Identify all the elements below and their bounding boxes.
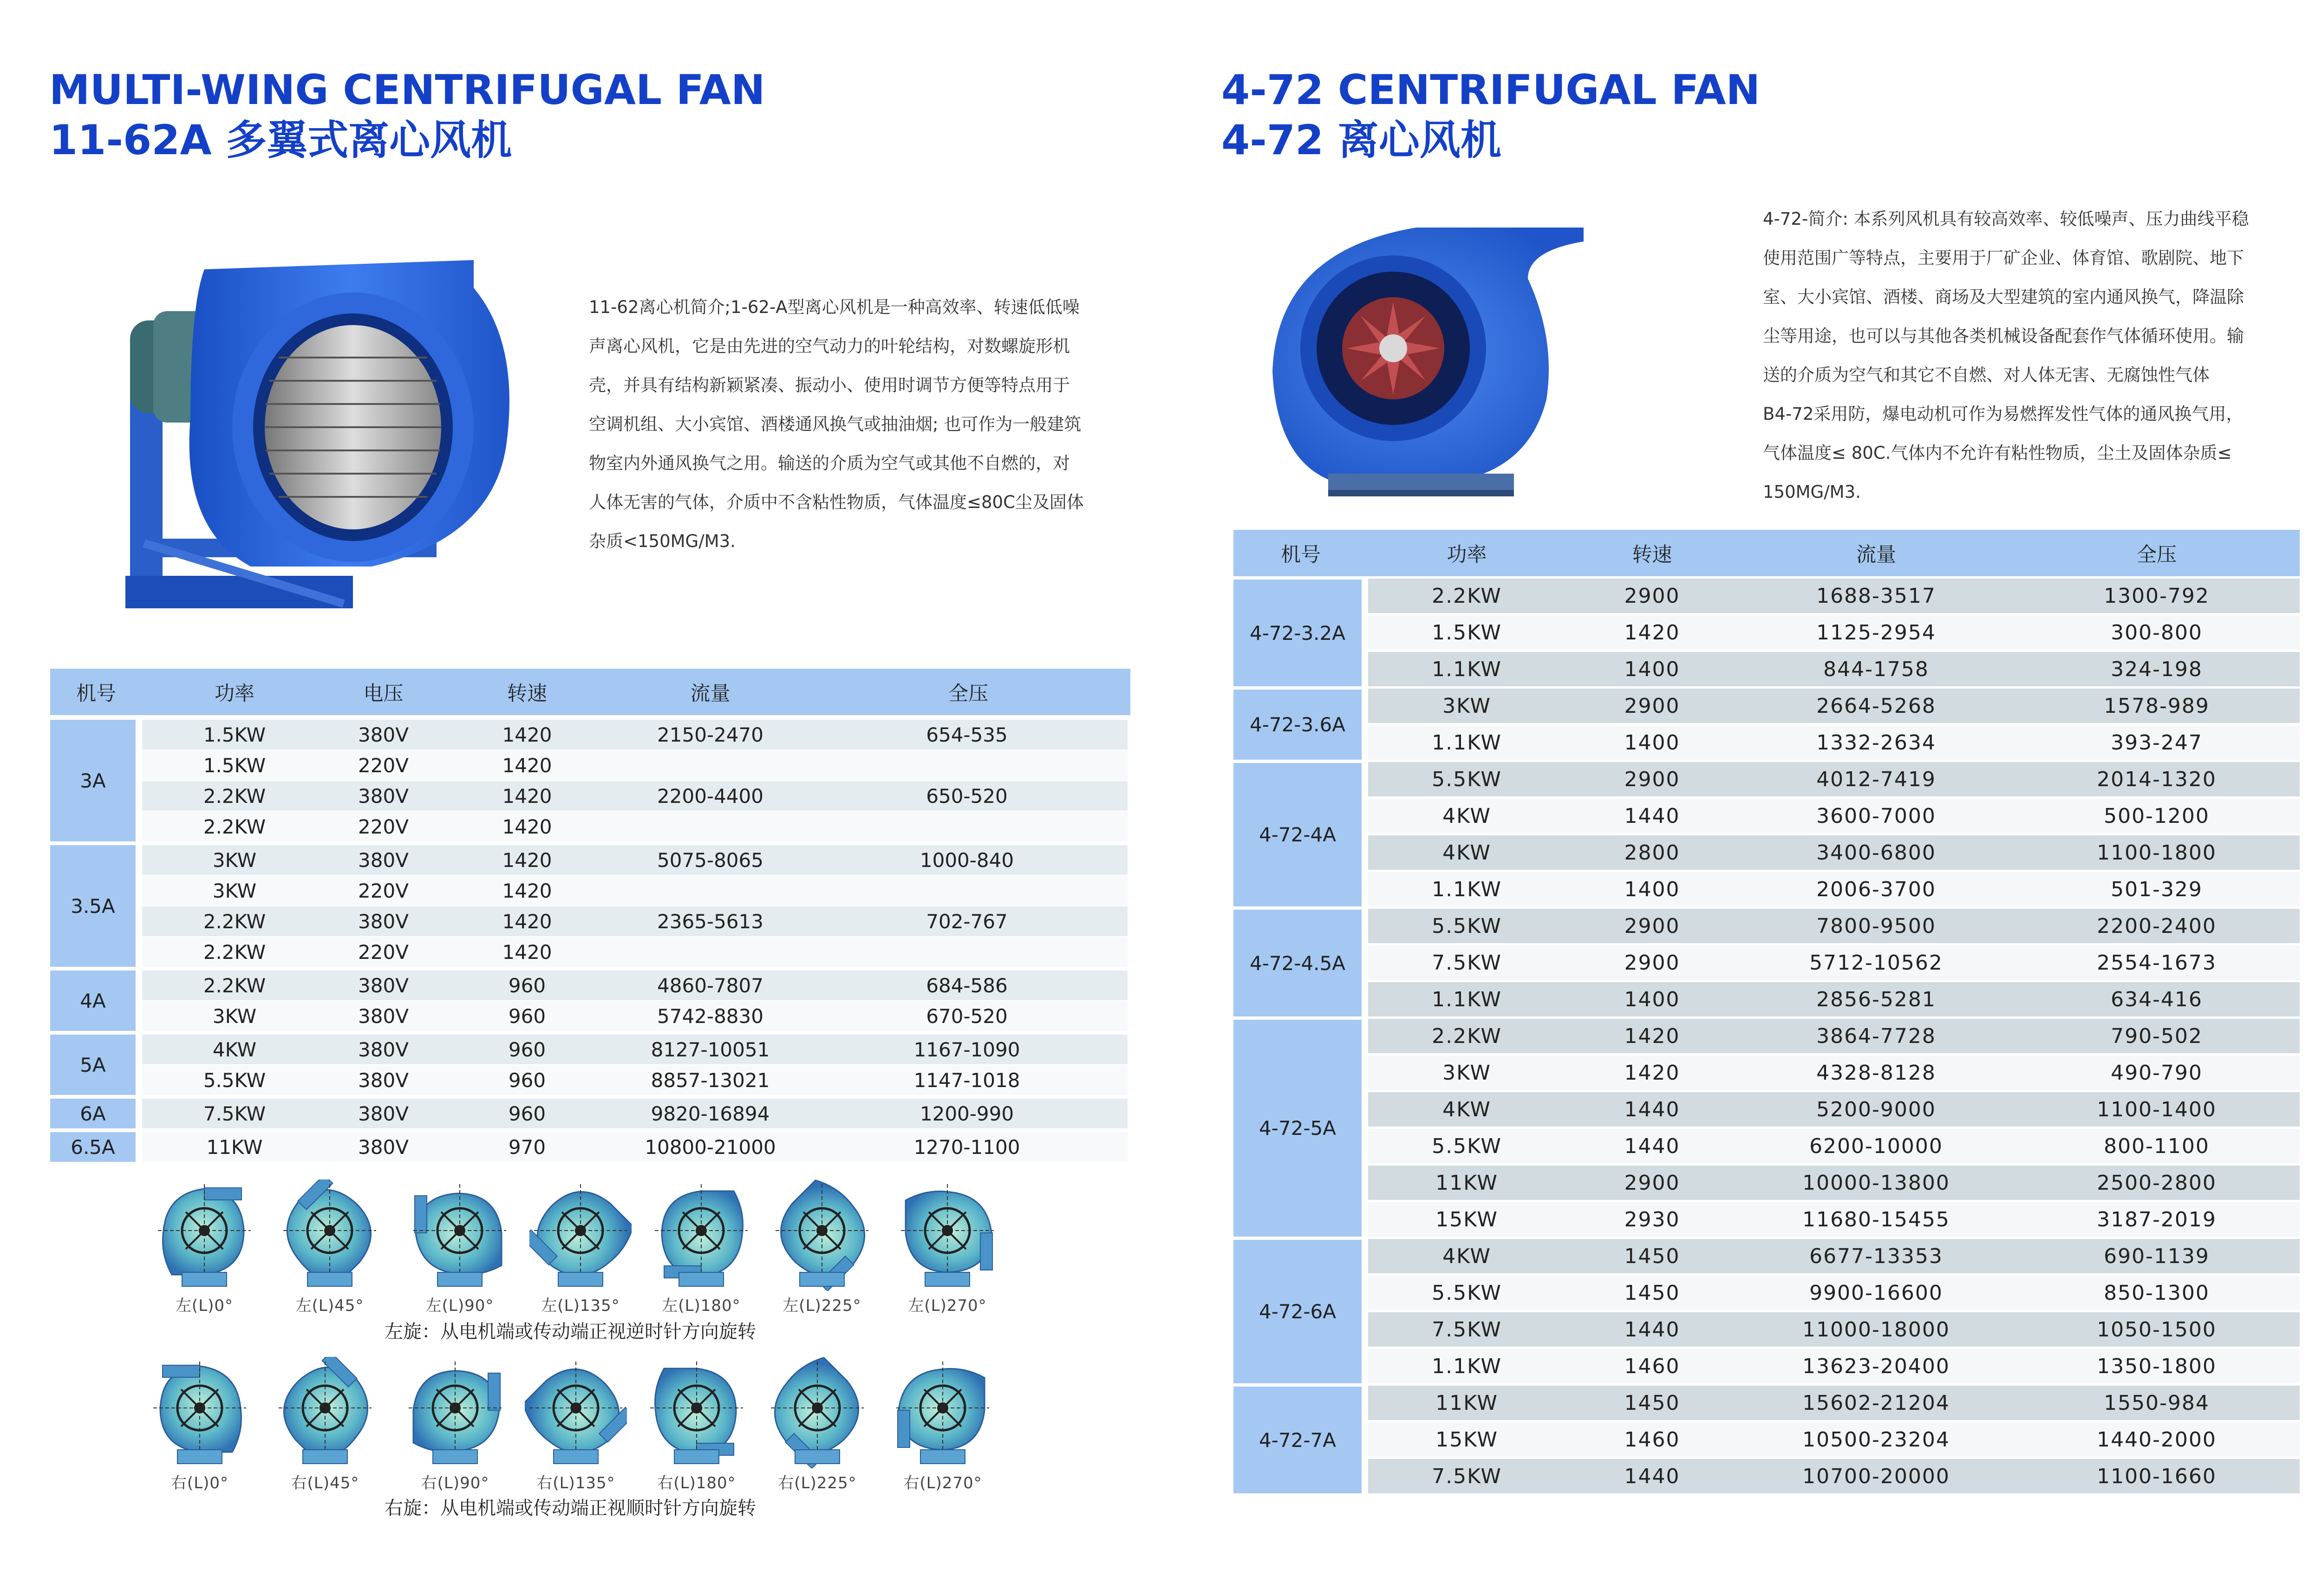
table-row <box>50 1035 1130 1065</box>
pressure-cell: 2554-1673 <box>2014 943 2300 980</box>
pressure-cell: 300-800 <box>2014 613 2300 650</box>
left-intro-line: 空调机组、大小宾馆、酒楼通风换气或抽油烟; 也可作为一般建筑 <box>589 414 1082 434</box>
table-row <box>50 1001 1130 1035</box>
table-header-row <box>50 669 1130 715</box>
power-cell: 2.2KW <box>1368 576 1565 613</box>
voltage-cell: 220V <box>327 750 440 781</box>
flow-cell: 9820-16894 <box>614 1099 806 1132</box>
flow-cell: 7800-9500 <box>1739 906 2014 943</box>
pressure-cell: 650-520 <box>806 781 1130 812</box>
speed-cell: 1440 <box>1565 1090 1739 1127</box>
voltage-cell: 380V <box>327 906 440 937</box>
power-cell: 3KW <box>142 845 327 876</box>
table-row <box>1233 796 2300 833</box>
pressure-cell: 1440-2000 <box>2014 1420 2300 1457</box>
left-intro-line: 物室内外通风换气之用。输送的介质为空气或其他不自燃的，对 <box>589 453 1070 473</box>
flow-cell: 4012-7419 <box>1739 760 2014 796</box>
model-cell: 4-72-4A <box>1233 760 1368 906</box>
pressure-cell <box>806 937 1130 971</box>
left-rotation-note: 左旋：从电机端或传动端正视逆时针方向旋转 <box>385 1321 756 1342</box>
table-row <box>1233 1090 2300 1127</box>
pressure-cell <box>806 750 1130 781</box>
flow-cell <box>614 876 806 906</box>
power-cell: 5.5KW <box>1368 1273 1565 1310</box>
table-row <box>1233 613 2300 650</box>
power-cell: 1.5KW <box>142 750 327 781</box>
flow-cell: 9900-16600 <box>1739 1273 2014 1310</box>
right-intro-line: 气体温度≤ 80C.气体内不允许有粘性物质，尘土及固体杂质≤ <box>1763 443 2232 463</box>
rotation-diagram-icon <box>279 1179 381 1291</box>
table-row <box>1233 650 2300 686</box>
flow-cell: 10800-21000 <box>614 1132 806 1166</box>
speed-cell: 1440 <box>1565 1310 1739 1347</box>
right-title-cn: 4-72 离心风机 <box>1221 116 1501 164</box>
speed-cell: 1440 <box>1565 1127 1739 1163</box>
model-cell: 6A <box>50 1099 142 1132</box>
rotation-label: 左(L)45° <box>295 1296 364 1315</box>
power-cell: 4KW <box>1368 833 1565 870</box>
speed-cell: 1420 <box>440 876 614 906</box>
flow-cell: 10700-20000 <box>1739 1457 2014 1493</box>
speed-cell: 2900 <box>1565 906 1739 943</box>
rotation-label: 右(L)90° <box>421 1474 489 1492</box>
pressure-cell: 3187-2019 <box>2014 1200 2300 1237</box>
left-intro-line: 11-62离心机简介;1-62-A型离心风机是一种高效率、转速低低噪 <box>589 297 1080 317</box>
flow-cell: 10500-23204 <box>1739 1420 2014 1457</box>
flow-cell: 11000-18000 <box>1739 1310 2014 1347</box>
table-header-cell: 机号 <box>1233 530 1368 576</box>
rotation-label: 左(L)270° <box>908 1296 987 1315</box>
flow-cell: 11680-15455 <box>1739 1200 2014 1237</box>
voltage-cell: 380V <box>327 1065 440 1099</box>
flow-cell: 5075-8065 <box>614 845 806 876</box>
voltage-cell: 380V <box>327 1035 440 1065</box>
table-row <box>50 937 1130 971</box>
table-row <box>1233 1310 2300 1347</box>
table-row <box>50 781 1130 812</box>
flow-cell: 1125-2954 <box>1739 613 2014 650</box>
model-cell: 3.5A <box>50 845 142 971</box>
flow-cell: 10000-13800 <box>1739 1163 2014 1200</box>
flow-cell: 4328-8128 <box>1739 1053 2014 1090</box>
power-cell: 3KW <box>142 876 327 906</box>
power-cell: 5.5KW <box>1368 1127 1565 1163</box>
table-row <box>50 971 1130 1001</box>
power-cell: 5.5KW <box>1368 760 1565 796</box>
power-cell: 3KW <box>1368 1053 1565 1090</box>
table-row <box>50 906 1130 937</box>
table-header-cell: 功率 <box>1368 530 1565 576</box>
pressure-cell: 702-767 <box>806 906 1130 937</box>
pressure-cell: 2014-1320 <box>2014 760 2300 796</box>
right-intro-line: B4-72采用防，爆电动机可作为易燃挥发性气体的通风换气用， <box>1763 404 2244 424</box>
pressure-cell <box>806 812 1130 845</box>
voltage-cell: 220V <box>327 876 440 906</box>
rotation-diagram-icon <box>153 1179 255 1291</box>
rotation-diagram-icon <box>274 1357 376 1468</box>
table-row <box>50 845 1130 876</box>
power-cell: 2.2KW <box>142 812 327 845</box>
table-row <box>1233 576 2300 613</box>
rotation-diagram-icon <box>896 1179 998 1291</box>
power-cell: 1.1KW <box>1368 650 1565 686</box>
flow-cell: 3600-7000 <box>1739 796 2014 833</box>
right-intro-line: 4-72-简介: 本系列风机具有较高效率、较低噪声、压力曲线平稳 <box>1763 209 2249 229</box>
flow-cell <box>614 937 806 971</box>
flow-cell: 8127-10051 <box>614 1035 806 1065</box>
pressure-cell: 850-1300 <box>2014 1273 2300 1310</box>
model-cell: 5A <box>50 1035 142 1099</box>
rotation-label: 右(L)270° <box>903 1474 982 1492</box>
pressure-cell: 1200-990 <box>806 1099 1130 1132</box>
power-cell: 2.2KW <box>142 906 327 937</box>
flow-cell: 15602-21204 <box>1739 1383 2014 1420</box>
pressure-cell: 490-790 <box>2014 1053 2300 1090</box>
speed-cell: 1400 <box>1565 870 1739 906</box>
pressure-cell: 1100-1400 <box>2014 1090 2300 1127</box>
model-cell: 4-72-3.6A <box>1233 686 1368 760</box>
flow-cell: 2365-5613 <box>614 906 806 937</box>
table-row <box>1233 870 2300 906</box>
left-intro-line: 人体无害的气体，介质中不含粘性物质，气体温度≤80C尘及固体 <box>589 492 1084 512</box>
table-row <box>50 1065 1130 1099</box>
power-cell: 5.5KW <box>142 1065 327 1099</box>
pressure-cell: 500-1200 <box>2014 796 2300 833</box>
table-row <box>1233 1016 2300 1053</box>
model-cell: 4-72-3.2A <box>1233 576 1368 686</box>
rotation-label: 右(L)225° <box>778 1474 857 1492</box>
speed-cell: 1400 <box>1565 980 1739 1016</box>
power-cell: 7.5KW <box>142 1099 327 1132</box>
speed-cell: 1420 <box>440 750 614 781</box>
right-intro-line: 150MG/M3. <box>1763 482 1861 502</box>
table-row <box>1233 1237 2300 1273</box>
speed-cell: 1420 <box>1565 613 1739 650</box>
speed-cell: 1420 <box>440 781 614 812</box>
table-row <box>1233 760 2300 796</box>
speed-cell: 960 <box>440 1035 614 1065</box>
power-cell: 2.2KW <box>142 781 327 812</box>
multi-wing-fan-image <box>111 251 520 613</box>
power-cell: 1.1KW <box>1368 870 1565 906</box>
model-cell: 4A <box>50 971 142 1035</box>
pressure-cell: 1167-1090 <box>806 1035 1130 1065</box>
flow-cell: 844-1758 <box>1739 650 2014 686</box>
speed-cell: 1440 <box>1565 1457 1739 1493</box>
speed-cell: 1450 <box>1565 1273 1739 1310</box>
voltage-cell: 220V <box>327 937 440 971</box>
flow-cell: 3400-6800 <box>1739 833 2014 870</box>
power-cell: 7.5KW <box>1368 943 1565 980</box>
speed-cell: 1450 <box>1565 1237 1739 1273</box>
centrifugal-fan-image <box>1268 223 1593 502</box>
voltage-cell: 380V <box>327 1099 440 1132</box>
speed-cell: 2900 <box>1565 576 1739 613</box>
power-cell: 4KW <box>1368 796 1565 833</box>
speed-cell: 1460 <box>1565 1420 1739 1457</box>
speed-cell: 960 <box>440 1099 614 1132</box>
table-header-cell: 转速 <box>440 669 614 715</box>
power-cell: 2.2KW <box>142 971 327 1001</box>
table-row <box>1233 1200 2300 1237</box>
voltage-cell: 380V <box>327 971 440 1001</box>
model-cell: 6.5A <box>50 1132 142 1166</box>
rotation-diagram-icon <box>650 1179 752 1291</box>
power-cell: 1.1KW <box>1368 723 1565 760</box>
voltage-cell: 380V <box>327 781 440 812</box>
right-intro-line: 使用范围广等特点，主要用于厂矿企业、体育馆、歌剧院、地下 <box>1763 248 2244 268</box>
right-intro-line: 送的介质为空气和其它不自燃、对人体无害、无腐蚀性气体 <box>1763 365 2210 385</box>
table-row <box>50 720 1130 750</box>
flow-cell: 2006-3700 <box>1739 870 2014 906</box>
table-header-cell: 全压 <box>2014 530 2300 576</box>
flow-cell: 1332-2634 <box>1739 723 2014 760</box>
table-row <box>1233 943 2300 980</box>
power-cell: 2.2KW <box>142 937 327 971</box>
power-cell: 1.5KW <box>1368 613 1565 650</box>
table-header-cell: 转速 <box>1565 530 1739 576</box>
pressure-cell: 790-502 <box>2014 1016 2300 1053</box>
speed-cell: 1450 <box>1565 1383 1739 1420</box>
power-cell: 11KW <box>142 1132 327 1166</box>
rotation-label: 右(L)0° <box>170 1474 229 1492</box>
flow-cell <box>614 750 806 781</box>
right-intro <box>1763 200 2297 512</box>
flow-cell: 2856-5281 <box>1739 980 2014 1016</box>
voltage-cell: 380V <box>327 720 440 750</box>
rotation-label: 左(L)0° <box>175 1296 234 1315</box>
rotation-label: 右(L)180° <box>657 1474 736 1492</box>
speed-cell: 960 <box>440 1065 614 1099</box>
flow-cell: 2200-4400 <box>614 781 806 812</box>
table-row <box>1233 833 2300 870</box>
power-cell: 2.2KW <box>1368 1016 1565 1053</box>
flow-cell: 3864-7728 <box>1739 1016 2014 1053</box>
left-intro-line: 杂质<150MG/M3. <box>589 531 736 551</box>
flow-cell: 4860-7807 <box>614 971 806 1001</box>
pressure-cell: 800-1100 <box>2014 1127 2300 1163</box>
table-row <box>50 876 1130 906</box>
table-row <box>1233 1420 2300 1457</box>
table-row <box>50 812 1130 845</box>
speed-cell: 2900 <box>1565 943 1739 980</box>
speed-cell: 2900 <box>1565 1163 1739 1200</box>
pressure-cell: 1147-1018 <box>806 1065 1130 1099</box>
right-title-en: 4-72 CENTRIFUGAL FAN <box>1221 66 1761 114</box>
table-row <box>1233 1127 2300 1163</box>
power-cell: 15KW <box>1368 1420 1565 1457</box>
pressure-cell: 393-247 <box>2014 723 2300 760</box>
multi-wing-spec-table <box>50 669 1130 1166</box>
speed-cell: 970 <box>440 1132 614 1166</box>
rotation-label: 左(L)225° <box>783 1296 861 1315</box>
table-row <box>50 1132 1130 1166</box>
table-row <box>1233 723 2300 760</box>
speed-cell: 1420 <box>1565 1016 1739 1053</box>
pressure-cell: 1270-1100 <box>806 1132 1130 1166</box>
rotation-label: 左(L)135° <box>541 1296 620 1315</box>
table-row <box>1233 1347 2300 1383</box>
model-cell: 4-72-4.5A <box>1233 906 1368 1016</box>
power-cell: 5.5KW <box>1368 906 1565 943</box>
speed-cell: 2800 <box>1565 833 1739 870</box>
pressure-cell: 501-329 <box>2014 870 2300 906</box>
rotation-diagram-icon <box>149 1357 251 1468</box>
pressure-cell: 1100-1800 <box>2014 833 2300 870</box>
pressure-cell <box>806 876 1130 906</box>
rotation-diagram-icon <box>646 1357 748 1468</box>
table-row <box>1233 1457 2300 1493</box>
power-cell: 1.1KW <box>1368 980 1565 1016</box>
flow-cell <box>614 812 806 845</box>
table-header-row <box>1233 530 2300 576</box>
voltage-cell: 220V <box>327 812 440 845</box>
table-row <box>1233 1053 2300 1090</box>
power-cell: 4KW <box>142 1035 327 1065</box>
left-intro-line: 壳，并具有结构新颖紧凑、振动小、使用时调节方便等特点用于 <box>589 375 1070 395</box>
left-title-cn: 11-62A 多翼式离心风机 <box>49 116 512 164</box>
table-header-cell: 流量 <box>1739 530 2014 576</box>
power-cell: 11KW <box>1368 1163 1565 1200</box>
speed-cell: 960 <box>440 1001 614 1035</box>
left-title-en: MULTI-WING CENTRIFUGAL FAN <box>49 66 765 114</box>
flow-cell: 5712-10562 <box>1739 943 2014 980</box>
voltage-cell: 380V <box>327 1001 440 1035</box>
speed-cell: 2900 <box>1565 686 1739 723</box>
rotation-diagram-icon <box>525 1357 627 1468</box>
flow-cell: 6677-13353 <box>1739 1237 2014 1273</box>
power-cell: 7.5KW <box>1368 1457 1565 1493</box>
pressure-cell: 654-535 <box>806 720 1130 750</box>
flow-cell: 1688-3517 <box>1739 576 2014 613</box>
speed-cell: 1420 <box>440 845 614 876</box>
pressure-cell: 1050-1500 <box>2014 1310 2300 1347</box>
right-rotation-note: 右旋：从电机端或传动端正视顺时针方向旋转 <box>385 1498 756 1519</box>
power-cell: 3KW <box>1368 686 1565 723</box>
speed-cell: 1420 <box>1565 1053 1739 1090</box>
pressure-cell: 1578-989 <box>2014 686 2300 723</box>
rotation-diagram-icon <box>766 1357 868 1468</box>
speed-cell: 1400 <box>1565 723 1739 760</box>
pressure-cell: 324-198 <box>2014 650 2300 686</box>
rotation-diagram-icon <box>409 1179 511 1291</box>
rotation-diagram-icon <box>771 1179 873 1291</box>
rotation-diagram-icon <box>404 1357 506 1468</box>
power-cell: 1.5KW <box>142 720 327 750</box>
flow-cell: 5200-9000 <box>1739 1090 2014 1127</box>
flow-cell: 2150-2470 <box>614 720 806 750</box>
power-cell: 4KW <box>1368 1237 1565 1273</box>
power-cell: 4KW <box>1368 1090 1565 1127</box>
table-header-cell: 功率 <box>142 669 327 715</box>
speed-cell: 1420 <box>440 906 614 937</box>
pressure-cell: 690-1139 <box>2014 1237 2300 1273</box>
table-row <box>1233 1163 2300 1200</box>
model-cell: 4-72-5A <box>1233 1016 1368 1237</box>
flow-cell: 13623-20400 <box>1739 1347 2014 1383</box>
left-intro <box>589 288 1169 561</box>
rotation-label: 左(L)180° <box>662 1296 741 1315</box>
right-intro-line: 尘等用途，也可以与其他各类机械设备配套作气体循环使用。输 <box>1763 326 2244 346</box>
speed-cell: 1420 <box>440 812 614 845</box>
flow-cell: 8857-13021 <box>614 1065 806 1099</box>
left-intro-line: 声离心风机，它是由先进的空气动力的叶轮结构，对数螺旋形机 <box>589 336 1070 356</box>
rotation-diagram-icon <box>892 1357 994 1468</box>
right-intro-line: 室、大小宾馆、酒楼、商场及大型建筑的室内通风换气，降温除 <box>1763 287 2244 307</box>
table-header-cell: 全压 <box>806 669 1130 715</box>
power-cell: 11KW <box>1368 1383 1565 1420</box>
pressure-cell: 1350-1800 <box>2014 1347 2300 1383</box>
pressure-cell: 1100-1660 <box>2014 1457 2300 1493</box>
table-header-cell: 机号 <box>50 669 142 715</box>
speed-cell: 2930 <box>1565 1200 1739 1237</box>
rotation-diagram-icon <box>529 1179 632 1291</box>
rotation-label: 右(L)135° <box>536 1474 615 1492</box>
pressure-cell: 684-586 <box>806 971 1130 1001</box>
rotation-label: 左(L)90° <box>425 1296 494 1315</box>
table-row <box>50 750 1130 781</box>
speed-cell: 1420 <box>440 937 614 971</box>
voltage-cell: 380V <box>327 1132 440 1166</box>
table-header-cell: 电压 <box>327 669 440 715</box>
model-cell: 4-72-7A <box>1233 1383 1368 1493</box>
speed-cell: 1460 <box>1565 1347 1739 1383</box>
power-cell: 1.1KW <box>1368 1347 1565 1383</box>
model-cell: 3A <box>50 720 142 845</box>
pressure-cell: 2200-2400 <box>2014 906 2300 943</box>
centrifugal-spec-table <box>1233 530 2300 1493</box>
rotation-label: 右(L)45° <box>291 1474 359 1492</box>
power-cell: 3KW <box>142 1001 327 1035</box>
power-cell: 15KW <box>1368 1200 1565 1237</box>
table-header-cell: 流量 <box>614 669 806 715</box>
pressure-cell: 670-520 <box>806 1001 1130 1035</box>
model-cell: 4-72-6A <box>1233 1237 1368 1383</box>
speed-cell: 960 <box>440 971 614 1001</box>
voltage-cell: 380V <box>327 845 440 876</box>
pressure-cell: 1300-792 <box>2014 576 2300 613</box>
table-row <box>50 1099 1130 1132</box>
power-cell: 7.5KW <box>1368 1310 1565 1347</box>
flow-cell: 2664-5268 <box>1739 686 2014 723</box>
speed-cell: 1400 <box>1565 650 1739 686</box>
flow-cell: 5742-8830 <box>614 1001 806 1035</box>
table-row <box>1233 906 2300 943</box>
table-row <box>1233 1273 2300 1310</box>
pressure-cell: 1550-984 <box>2014 1383 2300 1420</box>
pressure-cell: 634-416 <box>2014 980 2300 1016</box>
pressure-cell: 1000-840 <box>806 845 1130 876</box>
flow-cell: 6200-10000 <box>1739 1127 2014 1163</box>
table-row <box>1233 1383 2300 1420</box>
speed-cell: 1420 <box>440 720 614 750</box>
table-row <box>1233 980 2300 1016</box>
pressure-cell: 2500-2800 <box>2014 1163 2300 1200</box>
table-row <box>1233 686 2300 723</box>
speed-cell: 1440 <box>1565 796 1739 833</box>
speed-cell: 2900 <box>1565 760 1739 796</box>
